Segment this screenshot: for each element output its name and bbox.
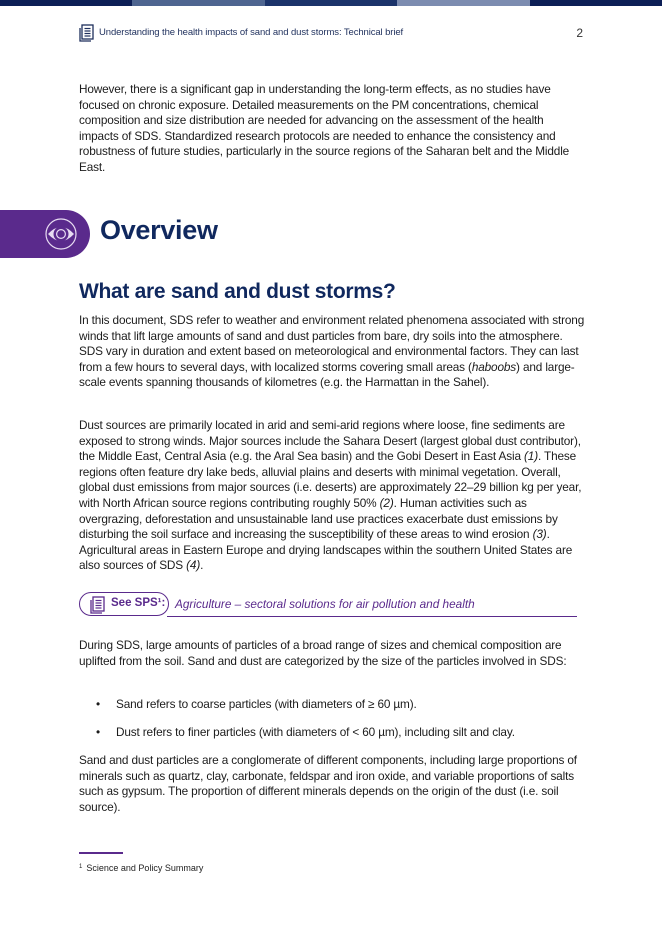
sps-underline (167, 616, 577, 617)
reference: (4) (186, 558, 201, 573)
overview-section-tab (0, 210, 90, 258)
footnote (79, 863, 203, 873)
text: . Human activities such as overgrazing, deforestation and unsustainable land use practices exacerbate dust emissions by disturbing the soil surface and increasing the susceptibility of these areas to wind erosion (79, 495, 558, 542)
reference: (2) (379, 495, 394, 510)
footnote-marker: 1 (79, 864, 83, 870)
bullet-glyph: • (96, 725, 100, 739)
document-icon (79, 24, 95, 42)
running-header (79, 24, 583, 44)
color-segment (265, 0, 397, 6)
text: . (200, 558, 204, 573)
section-heading: What are sand and dust storms? (79, 280, 396, 303)
reference: (3) (532, 527, 547, 542)
list-item-text: Sand refers to coarse particles (with diameters of ≥ 60 µm). (116, 697, 417, 711)
eye-icon (45, 218, 77, 250)
color-segment (530, 0, 662, 6)
dust-sources-paragraph (79, 418, 585, 574)
document-icon (90, 596, 106, 614)
text: ) and large-scale events spanning thousands of kilometres (e.g. the Harmattan in the Sahel). (79, 359, 575, 390)
sps-pill[interactable] (79, 592, 169, 616)
top-color-bar (0, 0, 662, 6)
document-title: Understanding the health impacts of sand and dust storms: Technical brief (99, 27, 404, 38)
sps-label: See SPS¹: (111, 597, 166, 609)
reference: (1) (524, 449, 538, 464)
composition-paragraph: Sand and dust particles are a conglomerate of different components, including large proportions of minerals such as quartz, clay, carbonate, feldspar and iron oxide, and variable proportions of salts such as gypsum. The proportion of different minerals depends on the origin of the dust (i.e. soil source). (79, 753, 577, 814)
footnote-text: Science and Policy Summary (86, 863, 204, 873)
text: In this document, SDS refer to weather and environment related phenomena associated with strong winds that lift large amounts of sand and dust particles from bare, dry soils into the atmosphere. SDS vary in duration and extent based on meteorological and environmental factors. They can last from a few hours to several days, with localized storms covering small areas ( (79, 313, 585, 374)
intro-paragraph: However, there is a significant gap in understanding the long-term effects, as no studies have focused on chronic exposure. Detailed measurements on the PM concentrations, chemical composition and size distribution are needed for advancing on the assessment of the health impacts of SDS. Standardized research protocols are needed to enhance the consistency and robustness of future studies, particularly in the source regions of the Saharan belt and the Middle East. (79, 82, 570, 174)
footnote-rule (79, 852, 123, 854)
color-segment (132, 0, 264, 6)
particles-paragraph: During SDS, large amounts of particles of a broad range of sizes and chemical composition are uplifted from the soil. Sand and dust are categorized by the size of the particles involved in SDS: (79, 638, 567, 668)
page-number: 2 (576, 26, 583, 40)
definition-paragraph (79, 313, 585, 391)
list-item-text: Dust refers to finer particles (with diameters of < 60 µm), including silt and clay. (116, 725, 515, 739)
sps-callout[interactable] (79, 592, 577, 618)
color-segment (0, 0, 132, 6)
sps-link[interactable]: Agriculture – sectoral solutions for air pollution and health (175, 597, 475, 611)
text: Dust sources are primarily located in arid and semi-arid regions where loose, fine sediments are exposed to strong winds. Major sources include the Sahara Desert (largest global dust contributor), the Middle East, Central Asia (e.g. the Aral Sea basin) and the Gobi Desert in East Asia (79, 418, 581, 464)
bullet-glyph: • (96, 697, 100, 711)
text: . Agricultural areas in Eastern Europe and drying landscapes within the southern United States are also sources of SDS (79, 527, 573, 573)
italic-term: haboobs (471, 359, 517, 374)
color-segment (397, 0, 529, 6)
overview-heading: Overview (100, 215, 218, 245)
text: . These regions often feature dry lake beds, alluvial plains and deserts with minimal vegetation. Overall, global dust emissions from major sources (i.e. deserts) are approximately 22–29 billion kg per year, with North African source regions contributing roughly 50% (79, 449, 582, 510)
